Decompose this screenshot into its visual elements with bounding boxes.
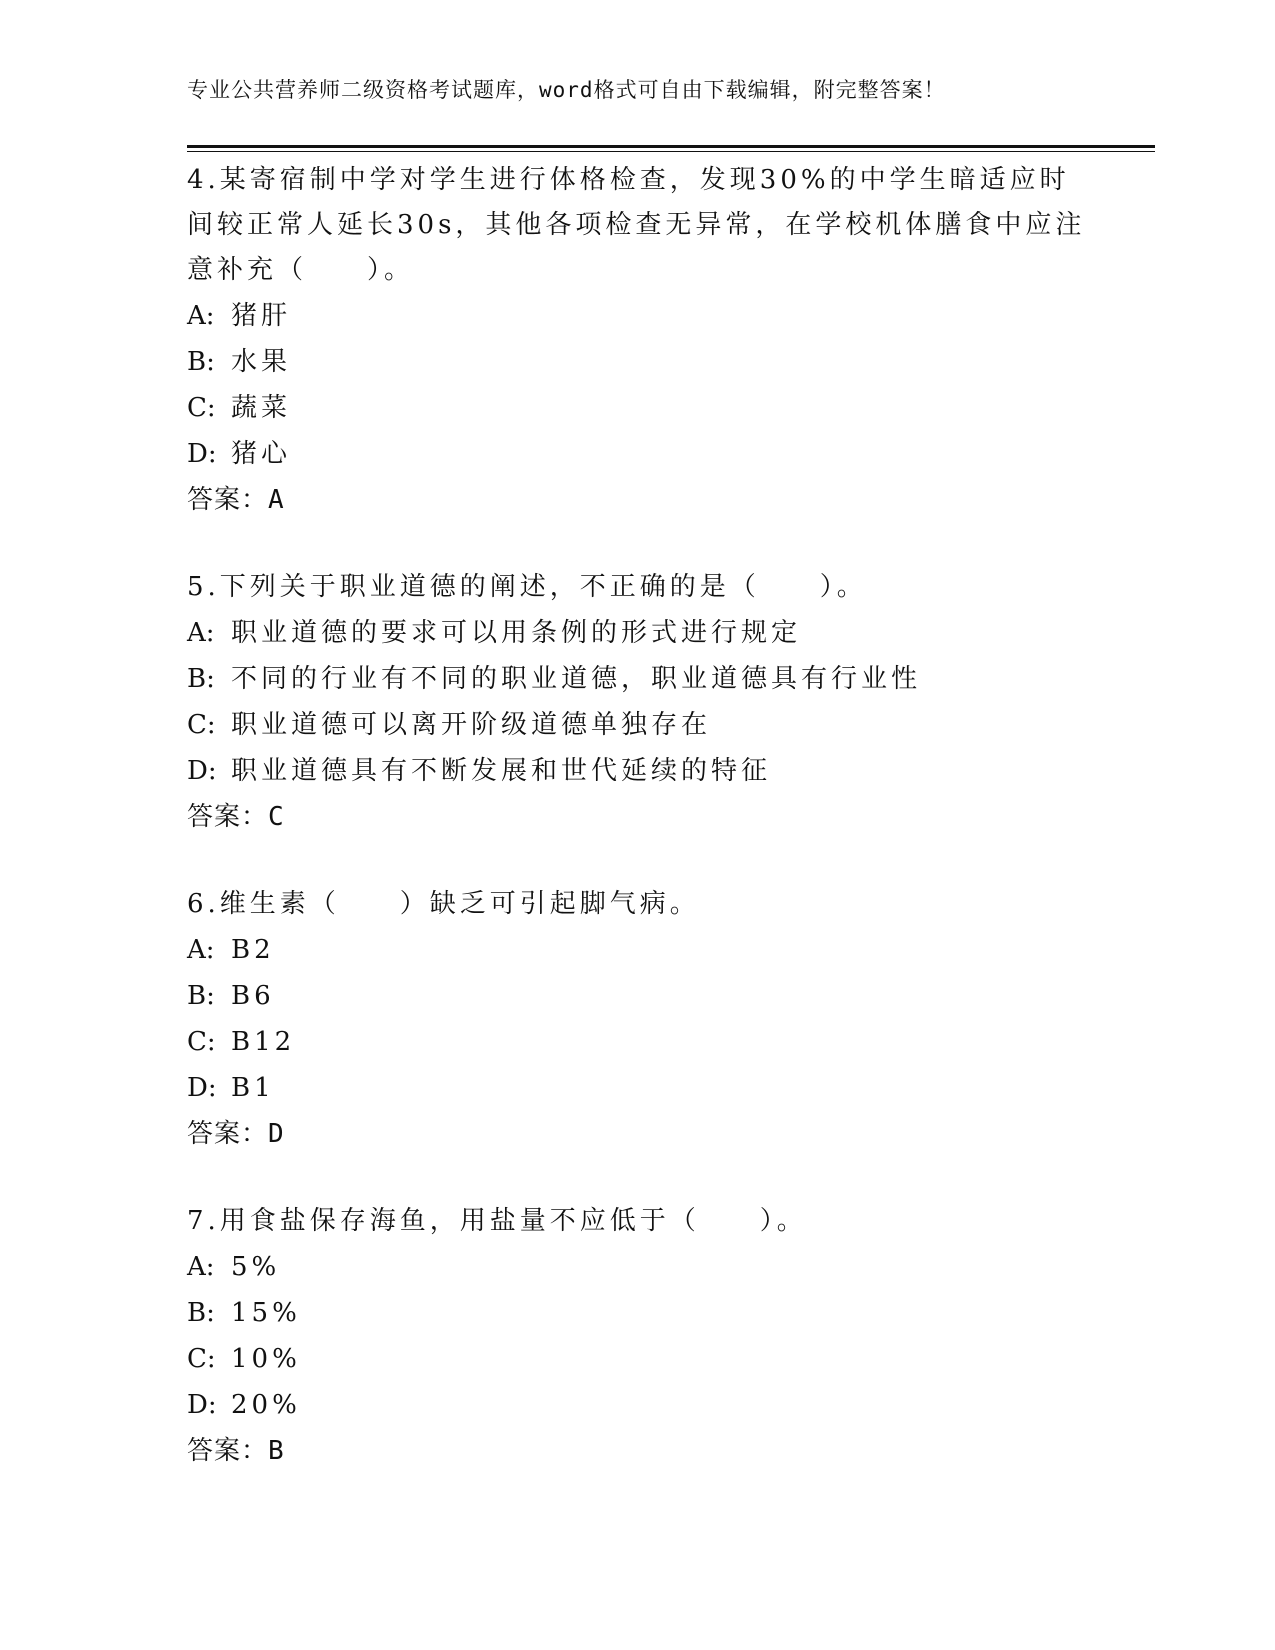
option-letter: C: bbox=[187, 1027, 216, 1057]
question-7 bbox=[187, 1199, 1087, 1474]
option-a bbox=[187, 927, 1087, 973]
option-letter: D: bbox=[187, 756, 217, 786]
question-stem: 6.维生素（ ）缺乏可引起脚气病。 bbox=[187, 889, 700, 919]
question-stem: 4.某寄宿制中学对学生进行体格检查，发现30%的中学生暗适应时间较正常人延长30s，其他各项检查无异常，在学校机体膳食中应注意补充（ ）。 bbox=[187, 165, 1086, 285]
question-4 bbox=[187, 158, 1087, 523]
answer-line: 答案：A bbox=[187, 485, 285, 515]
option-d bbox=[187, 431, 1087, 477]
option-letter: D: bbox=[187, 1073, 217, 1103]
question-stem: 5.下列关于职业道德的阐述，不正确的是（ ）。 bbox=[187, 572, 867, 602]
option-d bbox=[187, 1065, 1087, 1111]
option-c bbox=[187, 385, 1087, 431]
option-letter: C: bbox=[187, 710, 216, 740]
option-text: B2 bbox=[231, 935, 275, 965]
question-list bbox=[187, 158, 1087, 1516]
page-header: 专业公共营养师二级资格考试题库，word格式可自由下载编辑，附完整答案！ bbox=[187, 78, 946, 102]
option-text: 水果 bbox=[231, 347, 292, 377]
option-letter: B: bbox=[187, 347, 215, 377]
option-b bbox=[187, 339, 1087, 385]
header-rule-thick bbox=[187, 145, 1155, 148]
question-6 bbox=[187, 882, 1087, 1157]
answer-line: 答案：C bbox=[187, 802, 285, 832]
option-text: 职业道德可以离开阶级道德单独存在 bbox=[231, 710, 712, 740]
option-a bbox=[187, 293, 1087, 339]
option-c bbox=[187, 1019, 1087, 1065]
option-text: 5% bbox=[231, 1252, 281, 1282]
option-b bbox=[187, 656, 1087, 702]
option-letter: B: bbox=[187, 664, 215, 694]
option-letter: A: bbox=[187, 935, 215, 965]
option-text: B1 bbox=[231, 1073, 275, 1103]
option-text: B6 bbox=[231, 981, 275, 1011]
option-letter: A: bbox=[187, 1252, 215, 1282]
option-letter: B: bbox=[187, 1298, 215, 1328]
option-text: B12 bbox=[231, 1027, 296, 1057]
option-letter: C: bbox=[187, 1344, 216, 1374]
option-letter: C: bbox=[187, 393, 216, 423]
option-letter: A: bbox=[187, 301, 215, 331]
option-text: 猪肝 bbox=[231, 301, 292, 331]
option-text: 猪心 bbox=[231, 439, 292, 469]
option-a bbox=[187, 610, 1087, 656]
option-text: 不同的行业有不同的职业道德，职业道德具有行业性 bbox=[231, 664, 922, 694]
answer-line: 答案：D bbox=[187, 1119, 285, 1149]
option-text: 职业道德的要求可以用条例的形式进行规定 bbox=[231, 618, 802, 648]
option-b bbox=[187, 973, 1087, 1019]
option-c bbox=[187, 702, 1087, 748]
option-d bbox=[187, 748, 1087, 794]
option-a bbox=[187, 1244, 1087, 1290]
option-letter: A: bbox=[187, 618, 215, 648]
option-letter: B: bbox=[187, 981, 215, 1011]
option-letter: D: bbox=[187, 1390, 217, 1420]
option-c bbox=[187, 1336, 1087, 1382]
question-stem: 7.用食盐保存海鱼，用盐量不应低于（ ）。 bbox=[187, 1206, 807, 1236]
option-text: 15% bbox=[231, 1298, 301, 1328]
option-text: 10% bbox=[231, 1344, 301, 1374]
option-letter: D: bbox=[187, 439, 217, 469]
option-d bbox=[187, 1382, 1087, 1428]
answer-line: 答案：B bbox=[187, 1436, 285, 1466]
option-text: 20% bbox=[231, 1390, 301, 1420]
question-5 bbox=[187, 565, 1087, 840]
option-text: 职业道德具有不断发展和世代延续的特征 bbox=[231, 756, 772, 786]
header-rule-thin bbox=[187, 151, 1155, 152]
option-text: 蔬菜 bbox=[231, 393, 292, 423]
option-b bbox=[187, 1290, 1087, 1336]
